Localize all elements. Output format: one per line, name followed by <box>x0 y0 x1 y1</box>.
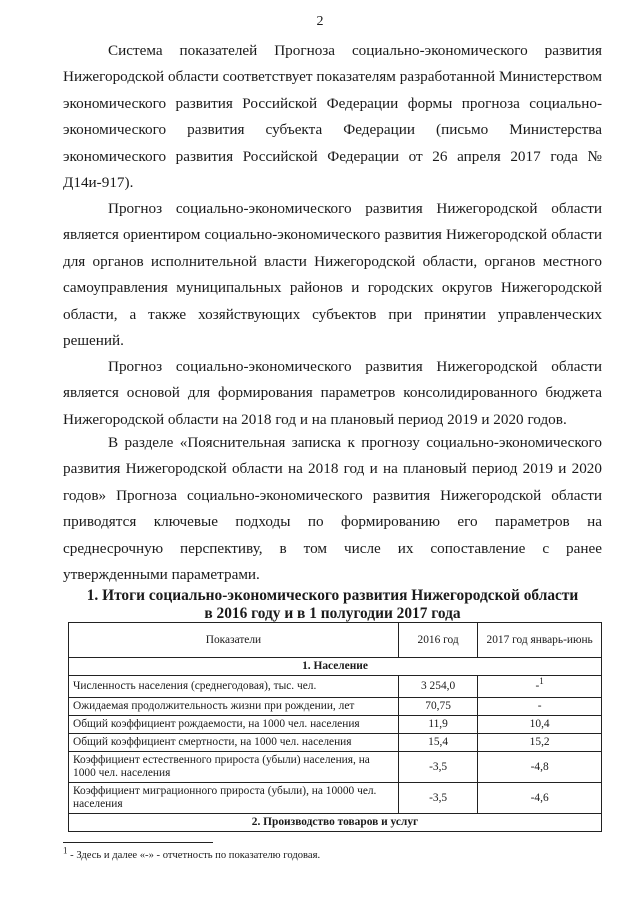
row-value-2017-text: - <box>535 680 540 692</box>
row-value-2017 <box>478 676 602 698</box>
table-section-row <box>69 814 602 832</box>
table-row <box>69 752 602 783</box>
table-title-line-2: в 2016 году и в 1 полугодии 2017 года <box>204 605 461 622</box>
row-name: Коэффициент естественного прироста (убыли) населения, на 1000 чел. населения <box>69 752 399 783</box>
row-value-2016: -3,5 <box>398 752 477 783</box>
row-name: Ожидаемая продолжительность жизни при рождении, лет <box>69 698 399 716</box>
footnote-reference: 1 <box>539 676 544 687</box>
table-row <box>69 676 602 698</box>
row-value-2017: -4,6 <box>478 783 602 814</box>
table-header-row <box>69 623 602 658</box>
section-population: 1. Население <box>69 658 602 676</box>
footnote <box>63 845 321 861</box>
page-number: 2 <box>316 14 324 29</box>
paragraph-forecast-orientation: Прогноз социально-экономического развития Нижегородской области является ориентиром социально-экономического развития Нижегородской области для органов исполнительной власти Нижегородской области, органов местного самоуправления муниципальных районов и городских округов Нижегородской области, а также хозяйствующих субъектов при принятии управленческих решений. <box>63 200 602 350</box>
row-name: Коэффициент миграционного прироста (убыли), на 10000 чел. населения <box>69 783 399 814</box>
paragraph-explanatory-note: В разделе «Пояснительная записка к прогнозу социально-экономического развития Нижегородской области на 2018 год и на плановый период 2019 и 2020 годов» Прогноза социально-экономического развития Нижегородской области приводятся ключевые подходы по формированию его параметров на среднесрочную перспективу, в том числе их сопоставление с ранее утвержденными параметрами. <box>63 434 602 584</box>
row-value-2016: 15,4 <box>398 734 477 752</box>
footnote-divider <box>63 842 213 843</box>
row-value-2016: 11,9 <box>398 716 477 734</box>
footnote-mark: 1 <box>63 845 68 856</box>
row-name: Численность населения (среднегодовая), тыс. чел. <box>69 676 399 698</box>
row-value-2017: 10,4 <box>478 716 602 734</box>
header-indicator: Показатели <box>69 623 399 658</box>
row-value-2016: -3,5 <box>398 783 477 814</box>
footnote-text: - Здесь и далее «-» - отчетность по показателю годовая. <box>67 850 321 861</box>
row-value-2017: -4,8 <box>478 752 602 783</box>
paragraph-budget-basis: Прогноз социально-экономического развития Нижегородской области является основой для формирования параметров консолидированного бюджета Нижегородской области на 2018 год и на плановый период 2019 и 2020 годов. <box>63 358 602 428</box>
table-title <box>63 587 602 623</box>
row-value-2016: 3 254,0 <box>398 676 477 698</box>
table-row <box>69 698 602 716</box>
row-value-2017: - <box>478 698 602 716</box>
row-name: Общий коэффициент рождаемости, на 1000 чел. населения <box>69 716 399 734</box>
paragraph-indicators-system: Система показателей Прогноза социально-экономического развития Нижегородской области соответствует показателям разработанной Министерством экономического развития Российской Федерации формы прогноза социально-экономического развития субъекта Федерации (письмо Министерства экономического развития Российской Федерации от 26 апреля 2017 года № Д14и-917). <box>63 42 602 192</box>
table-section-row <box>69 658 602 676</box>
header-2017: 2017 год январь-июнь <box>478 623 602 658</box>
table-row <box>69 716 602 734</box>
indicators-table <box>68 622 602 832</box>
header-2016: 2016 год <box>398 623 477 658</box>
table-title-line-1: 1. Итоги социально-экономического развития Нижегородской области <box>86 587 579 604</box>
table-row <box>69 783 602 814</box>
row-value-2017: 15,2 <box>478 734 602 752</box>
row-value-2016: 70,75 <box>398 698 477 716</box>
section-production: 2. Производство товаров и услуг <box>69 814 602 832</box>
table-row <box>69 734 602 752</box>
row-name: Общий коэффициент смертности, на 1000 чел. населения <box>69 734 399 752</box>
